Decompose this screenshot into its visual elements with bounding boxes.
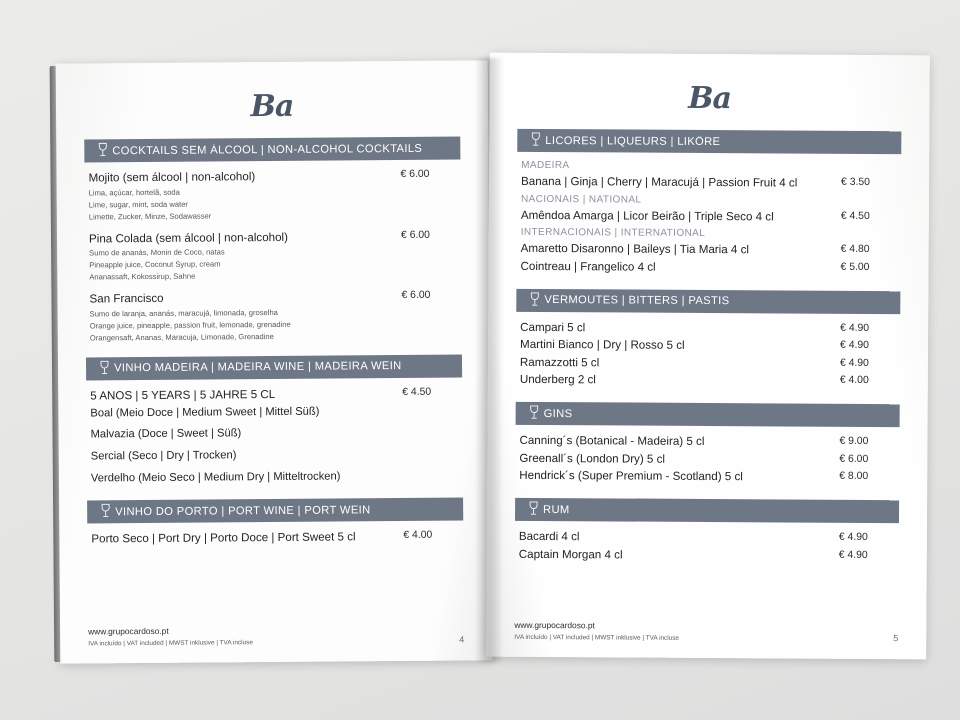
menu-item-name: 5 ANOS | 5 YEARS | 5 JAHRE 5 CL: [90, 387, 276, 403]
menu-item-name: Martini Bianco | Dry | Rosso 5 cl: [520, 338, 685, 353]
menu-item-description: Ananassaft, Kokossirup, Sahne: [89, 271, 196, 282]
menu-item-price: € 6.00: [401, 290, 431, 302]
section-header: [515, 498, 899, 523]
cocktail-glass-icon: [92, 142, 112, 159]
menu-page-left: [56, 60, 493, 663]
menu-item-name: Verdelho (Meio Seco | Medium Dry | Mitteltrocken): [90, 470, 341, 485]
menu-item-description: Limette, Zucker, Minze, Sodawasser: [88, 211, 212, 222]
menu-item: [86, 385, 462, 404]
menu-item-name: Canning´s (Botanical - Madeira) 5 cl: [519, 433, 705, 449]
menu-item: [516, 355, 900, 373]
section-header: [516, 402, 900, 427]
menu-item-description: Orange juice, pineapple, passion fruit, lemonade, grenadine: [89, 319, 291, 331]
section-header: [516, 288, 900, 313]
brand-logo: [517, 80, 901, 117]
menu-item-name: Mojito (sem álcool | non-alcohol): [88, 170, 256, 185]
menu-item-main: [520, 337, 840, 355]
page-number: 4: [459, 634, 465, 645]
brand-logo-mark: Ba: [250, 88, 294, 125]
menu-item-main: [519, 547, 839, 565]
menu-item-price: € 4.80: [840, 244, 870, 256]
brand-logo-mark: Ba: [688, 80, 732, 117]
menu-item-price: € 5.00: [840, 261, 870, 273]
menu-item-price: € 4.50: [402, 386, 432, 398]
menu-item-price: € 8.00: [839, 471, 869, 483]
menu-item-name: Hendrick´s (Super Premium - Scotland) 5 cl: [519, 469, 743, 484]
menu-page-right: [486, 53, 930, 660]
menu-item: [516, 372, 900, 390]
menu-item-main: [521, 207, 841, 225]
right-page-sections: [515, 129, 902, 565]
menu-item: [516, 259, 900, 277]
menu-item: [515, 451, 899, 469]
liqueur-glass-icon: [525, 132, 545, 149]
menu-item-main: [520, 319, 840, 337]
menu-item-name: Boal (Meio Doce | Medium Sweet | Mittel Süß): [90, 405, 320, 420]
menu-item-description: Pineapple juice, Coconut Syrup, cream: [89, 259, 221, 270]
menu-item: [515, 529, 899, 547]
section-title: VINHO MADEIRA | MADEIRA WINE | MADEIRA WEIN: [114, 360, 402, 375]
menu-item: [85, 228, 461, 283]
menu-item: [84, 168, 460, 223]
menu-subheading: NACIONAIS | NATIONAL: [520, 193, 642, 206]
menu-item: [517, 174, 901, 192]
menu-subheading: MADEIRA: [521, 159, 570, 172]
menu-item-main: [519, 529, 839, 547]
martini-glass-icon: [524, 291, 544, 308]
menu-item-price: € 6.00: [839, 453, 869, 465]
menu-item-main: [519, 451, 839, 469]
open-menu-book: [40, 48, 930, 672]
menu-item: [515, 547, 899, 565]
menu-item-name: Banana | Ginja | Cherry | Maracujá | Passion Fruit 4 cl: [521, 174, 798, 190]
menu-item: [516, 319, 900, 337]
menu-item-price: € 4.90: [840, 322, 870, 334]
menu-item-name: Amêndoa Amarga | Licor Beirão | Triple Seco 4 cl: [520, 208, 774, 224]
section-header: [86, 354, 462, 380]
menu-item-price: € 4.50: [840, 210, 870, 222]
menu-item-main: [519, 468, 839, 486]
section-title: COCKTAILS SEM ÁLCOOL | NON-ALCOHOL COCKTAILS: [112, 142, 423, 157]
menu-item-name: Sercial (Seco | Dry | Trocken): [90, 449, 237, 463]
menu-item-description: Sumo de ananás, Monin de Coco, natas: [89, 247, 225, 258]
menu-item-name: Amaretto Disaronno | Baileys | Tia Maria 4 cl: [520, 242, 750, 257]
menu-item-price: € 4.90: [840, 340, 869, 352]
gin-glass-icon: [524, 405, 544, 422]
menu-item-name: Campari 5 cl: [520, 320, 586, 334]
menu-item-main: [91, 529, 403, 547]
menu-item-name: San Francisco: [89, 292, 164, 306]
menu-item-name: Greenall´s (London Dry) 5 cl: [519, 451, 666, 466]
menu-item-price: € 3.50: [841, 176, 870, 188]
section-title: GINS: [543, 407, 573, 420]
menu-item: [85, 289, 461, 344]
menu-item-price: € 4.90: [839, 357, 869, 369]
menu-item-name: Cointreau | Frangelico 4 cl: [520, 259, 656, 274]
left-page-sections: [84, 137, 463, 548]
left-page-footer: [88, 624, 464, 648]
footer-tax-note: IVA incluído | VAT included | MWST inklusive | TVA incluse: [88, 639, 253, 648]
menu-item-price: € 4.00: [839, 375, 869, 387]
section-header: [84, 137, 460, 163]
menu-item-description: Sumo de laranja, ananás, maracujá, limonada, groselha: [89, 307, 278, 319]
footer-website[interactable]: www.grupocardoso.pt: [88, 626, 169, 637]
menu-item: [515, 468, 899, 486]
menu-item: [515, 433, 899, 451]
menu-item-price: € 4.00: [403, 530, 433, 542]
menu-item-main: [521, 174, 841, 192]
menu-item-price: € 4.90: [838, 531, 868, 544]
footer-tax-note: IVA incluído | VAT included | MWST inklusive | TVA incluse: [514, 633, 679, 642]
wine-glass-icon: [94, 360, 114, 377]
menu-item-main: [521, 241, 841, 259]
menu-item-name: Porto Seco | Port Dry | Porto Doce | Port Sweet 5 cl: [91, 530, 356, 546]
menu-item-name: Captain Morgan 4 cl: [518, 547, 623, 562]
menu-subheading: INTERNACIONAIS | INTERNATIONAL: [520, 227, 706, 240]
menu-item-main: [89, 229, 401, 283]
rum-glass-icon: [523, 501, 543, 518]
menu-item: [517, 241, 901, 259]
menu-item-name: Underberg 2 cl: [519, 373, 596, 387]
menu-item-description: Lima, açúcar, hortelã, soda: [88, 187, 180, 198]
page-number: 5: [893, 633, 899, 644]
wine-glass-icon: [95, 504, 115, 521]
menu-item-main: [89, 289, 401, 343]
menu-item-description: Orangensaft, Ananas, Maracuja, Limonade, Grenadine: [89, 331, 274, 343]
right-page-footer: [514, 620, 898, 643]
section-title: LICORES | LIQUEURS | LIKÖRE: [545, 134, 721, 148]
menu-item-price: € 6.00: [400, 168, 430, 181]
menu-item: [516, 337, 900, 355]
menu-item-price: € 9.00: [839, 435, 869, 448]
menu-item-name: Bacardi 4 cl: [518, 529, 580, 544]
menu-item-price: € 6.00: [400, 229, 430, 241]
section-header: [517, 129, 901, 154]
menu-item-main: [88, 168, 400, 222]
menu-item-main: [520, 259, 840, 277]
menu-item-main: [90, 386, 402, 404]
menu-item-name: Ramazzotti 5 cl: [519, 355, 600, 370]
menu-item-main: [520, 372, 840, 390]
menu-item-main: [520, 355, 840, 373]
brand-logo: [84, 88, 460, 125]
menu-item-description: Lime, sugar, mint, soda water: [88, 199, 188, 210]
menu-item-price: € 4.90: [838, 549, 868, 561]
menu-item: [517, 207, 901, 225]
menu-item-name: Pina Colada (sem álcool | non-alcohol): [88, 230, 289, 246]
menu-item: [87, 529, 463, 548]
section-title: RUM: [543, 503, 570, 516]
section-title: VINHO DO PORTO | PORT WINE | PORT WEIN: [115, 503, 371, 519]
section-title: VERMOUTES | BITTERS | PASTIS: [544, 294, 730, 308]
menu-item-main: [519, 433, 839, 451]
section-header: [87, 498, 463, 524]
menu-item-name: Malvazia (Doce | Sweet | Süß): [90, 427, 242, 441]
footer-website[interactable]: www.grupocardoso.pt: [514, 620, 595, 631]
